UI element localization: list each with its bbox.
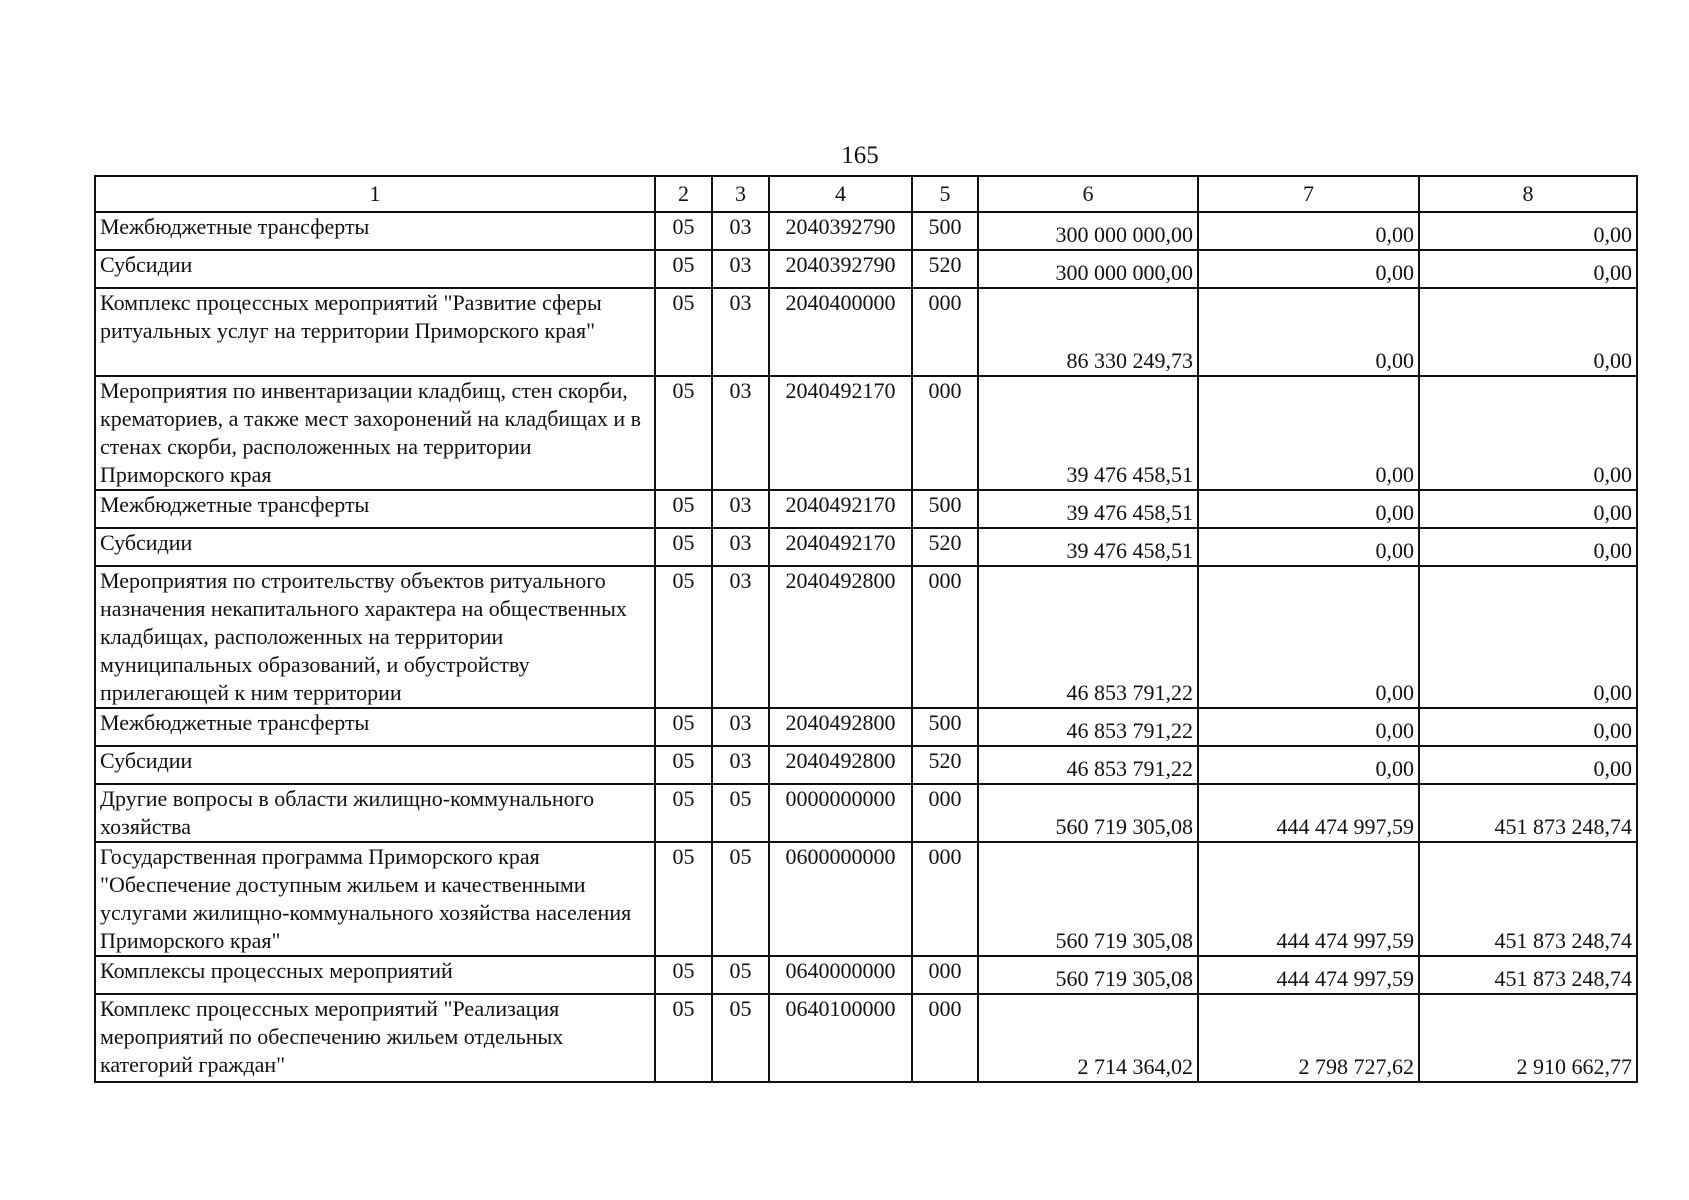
row-amount-col6: 46 853 791,22	[978, 746, 1198, 784]
row-name: Мероприятия по инвентаризации кладбищ, стен скорби, крематориев, а также мест захоронений на кладбищах и в стенах скорби, расположенных на территории Приморского края	[95, 376, 655, 490]
row-name: Межбюджетные трансферты	[95, 212, 655, 250]
row-target-code: 2040400000	[769, 288, 912, 376]
row-subsection-code: 05	[712, 842, 769, 956]
row-subsection-code: 03	[712, 376, 769, 490]
row-subsection-code: 03	[712, 212, 769, 250]
row-amount-col8: 451 873 248,74	[1419, 842, 1637, 956]
row-subsection-code: 03	[712, 528, 769, 566]
row-name: Мероприятия по строительству объектов ритуального назначения некапитального характера на общественных кладбищах, расположенных на территории муниципальных образований, и обустройству прилегающей к ним территории	[95, 566, 655, 708]
table-row	[95, 708, 1637, 746]
row-target-code: 2040492800	[769, 566, 912, 708]
header-cell: 1	[95, 176, 655, 212]
row-name: Межбюджетные трансферты	[95, 708, 655, 746]
row-amount-col6: 300 000 000,00	[978, 212, 1198, 250]
row-amount-col7: 0,00	[1198, 376, 1419, 490]
row-amount-col8: 0,00	[1419, 746, 1637, 784]
row-section-code: 05	[655, 250, 712, 288]
budget-table	[94, 175, 1638, 1083]
row-section-code: 05	[655, 376, 712, 490]
row-amount-col8: 0,00	[1419, 490, 1637, 528]
row-subsection-code: 05	[712, 956, 769, 994]
header-row	[95, 176, 1637, 212]
row-amount-col8: 0,00	[1419, 566, 1637, 708]
row-subsection-code: 05	[712, 784, 769, 842]
row-name: Межбюджетные трансферты	[95, 490, 655, 528]
row-expense-type: 520	[912, 528, 978, 566]
row-subsection-code: 03	[712, 490, 769, 528]
row-expense-type: 520	[912, 746, 978, 784]
row-section-code: 05	[655, 490, 712, 528]
row-target-code: 0640100000	[769, 994, 912, 1082]
row-target-code: 2040492800	[769, 708, 912, 746]
row-amount-col6: 560 719 305,08	[978, 842, 1198, 956]
row-name: Комплексы процессных мероприятий	[95, 956, 655, 994]
row-expense-type: 500	[912, 212, 978, 250]
row-target-code: 2040492170	[769, 376, 912, 490]
table-row	[95, 784, 1637, 842]
row-amount-col6: 39 476 458,51	[978, 490, 1198, 528]
row-section-code: 05	[655, 212, 712, 250]
page-number: 165	[841, 142, 879, 169]
row-name: Комплекс процессных мероприятий "Реализация мероприятий по обеспечению жильем отдельных категорий граждан"	[95, 994, 655, 1082]
row-amount-col6: 560 719 305,08	[978, 956, 1198, 994]
row-amount-col8: 0,00	[1419, 376, 1637, 490]
row-section-code: 05	[655, 708, 712, 746]
row-expense-type: 000	[912, 956, 978, 994]
table-row	[95, 376, 1637, 490]
row-target-code: 0000000000	[769, 784, 912, 842]
row-amount-col8: 451 873 248,74	[1419, 784, 1637, 842]
row-target-code: 2040492170	[769, 528, 912, 566]
row-expense-type: 000	[912, 566, 978, 708]
row-amount-col7: 0,00	[1198, 528, 1419, 566]
row-amount-col7: 0,00	[1198, 288, 1419, 376]
row-target-code: 0600000000	[769, 842, 912, 956]
table-row	[95, 490, 1637, 528]
row-amount-col6: 560 719 305,08	[978, 784, 1198, 842]
row-amount-col8: 0,00	[1419, 250, 1637, 288]
row-amount-col6: 39 476 458,51	[978, 528, 1198, 566]
row-expense-type: 520	[912, 250, 978, 288]
row-amount-col7: 0,00	[1198, 746, 1419, 784]
row-name: Другие вопросы в области жилищно-коммунального хозяйства	[95, 784, 655, 842]
row-subsection-code: 03	[712, 708, 769, 746]
table-row	[95, 250, 1637, 288]
row-amount-col8: 2 910 662,77	[1419, 994, 1637, 1082]
row-amount-col7: 0,00	[1198, 490, 1419, 528]
row-name: Субсидии	[95, 250, 655, 288]
row-subsection-code: 03	[712, 746, 769, 784]
row-subsection-code: 03	[712, 566, 769, 708]
row-expense-type: 000	[912, 784, 978, 842]
row-amount-col6: 39 476 458,51	[978, 376, 1198, 490]
row-section-code: 05	[655, 746, 712, 784]
row-amount-col6: 46 853 791,22	[978, 566, 1198, 708]
row-name: Комплекс процессных мероприятий "Развитие сферы ритуальных услуг на территории Приморского края"	[95, 288, 655, 376]
table-row	[95, 566, 1637, 708]
row-name: Субсидии	[95, 746, 655, 784]
row-target-code: 2040492170	[769, 490, 912, 528]
header-cell: 5	[912, 176, 978, 212]
row-section-code: 05	[655, 994, 712, 1082]
row-subsection-code: 03	[712, 288, 769, 376]
row-amount-col7: 444 474 997,59	[1198, 842, 1419, 956]
row-expense-type: 000	[912, 842, 978, 956]
row-amount-col8: 0,00	[1419, 528, 1637, 566]
row-target-code: 2040392790	[769, 212, 912, 250]
row-section-code: 05	[655, 528, 712, 566]
row-amount-col6: 46 853 791,22	[978, 708, 1198, 746]
row-section-code: 05	[655, 956, 712, 994]
row-target-code: 2040492800	[769, 746, 912, 784]
row-amount-col7: 0,00	[1198, 708, 1419, 746]
table-row	[95, 956, 1637, 994]
header-cell: 4	[769, 176, 912, 212]
table-row	[95, 994, 1637, 1082]
row-subsection-code: 05	[712, 994, 769, 1082]
row-target-code: 2040392790	[769, 250, 912, 288]
row-amount-col7: 2 798 727,62	[1198, 994, 1419, 1082]
row-expense-type: 500	[912, 490, 978, 528]
row-section-code: 05	[655, 566, 712, 708]
row-name: Субсидии	[95, 528, 655, 566]
row-amount-col8: 0,00	[1419, 288, 1637, 376]
row-amount-col7: 444 474 997,59	[1198, 956, 1419, 994]
row-amount-col8: 451 873 248,74	[1419, 956, 1637, 994]
table-row	[95, 212, 1637, 250]
row-target-code: 0640000000	[769, 956, 912, 994]
row-amount-col7: 0,00	[1198, 212, 1419, 250]
header-cell: 7	[1198, 176, 1419, 212]
row-expense-type: 000	[912, 376, 978, 490]
row-section-code: 05	[655, 842, 712, 956]
row-name: Государственная программа Приморского края "Обеспечение доступным жильем и качественными услугами жилищно-коммунального хозяйства населения Приморского края"	[95, 842, 655, 956]
header-cell: 2	[655, 176, 712, 212]
row-subsection-code: 03	[712, 250, 769, 288]
row-expense-type: 500	[912, 708, 978, 746]
row-section-code: 05	[655, 288, 712, 376]
row-amount-col6: 86 330 249,73	[978, 288, 1198, 376]
row-expense-type: 000	[912, 994, 978, 1082]
table-row	[95, 746, 1637, 784]
row-amount-col8: 0,00	[1419, 708, 1637, 746]
row-amount-col8: 0,00	[1419, 212, 1637, 250]
row-amount-col7: 444 474 997,59	[1198, 784, 1419, 842]
row-amount-col6: 2 714 364,02	[978, 994, 1198, 1082]
row-amount-col7: 0,00	[1198, 250, 1419, 288]
row-section-code: 05	[655, 784, 712, 842]
header-cell: 6	[978, 176, 1198, 212]
row-amount-col7: 0,00	[1198, 566, 1419, 708]
table-row	[95, 842, 1637, 956]
table-row	[95, 288, 1637, 376]
header-cell: 3	[712, 176, 769, 212]
header-cell: 8	[1419, 176, 1637, 212]
row-expense-type: 000	[912, 288, 978, 376]
row-amount-col6: 300 000 000,00	[978, 250, 1198, 288]
table-row	[95, 528, 1637, 566]
